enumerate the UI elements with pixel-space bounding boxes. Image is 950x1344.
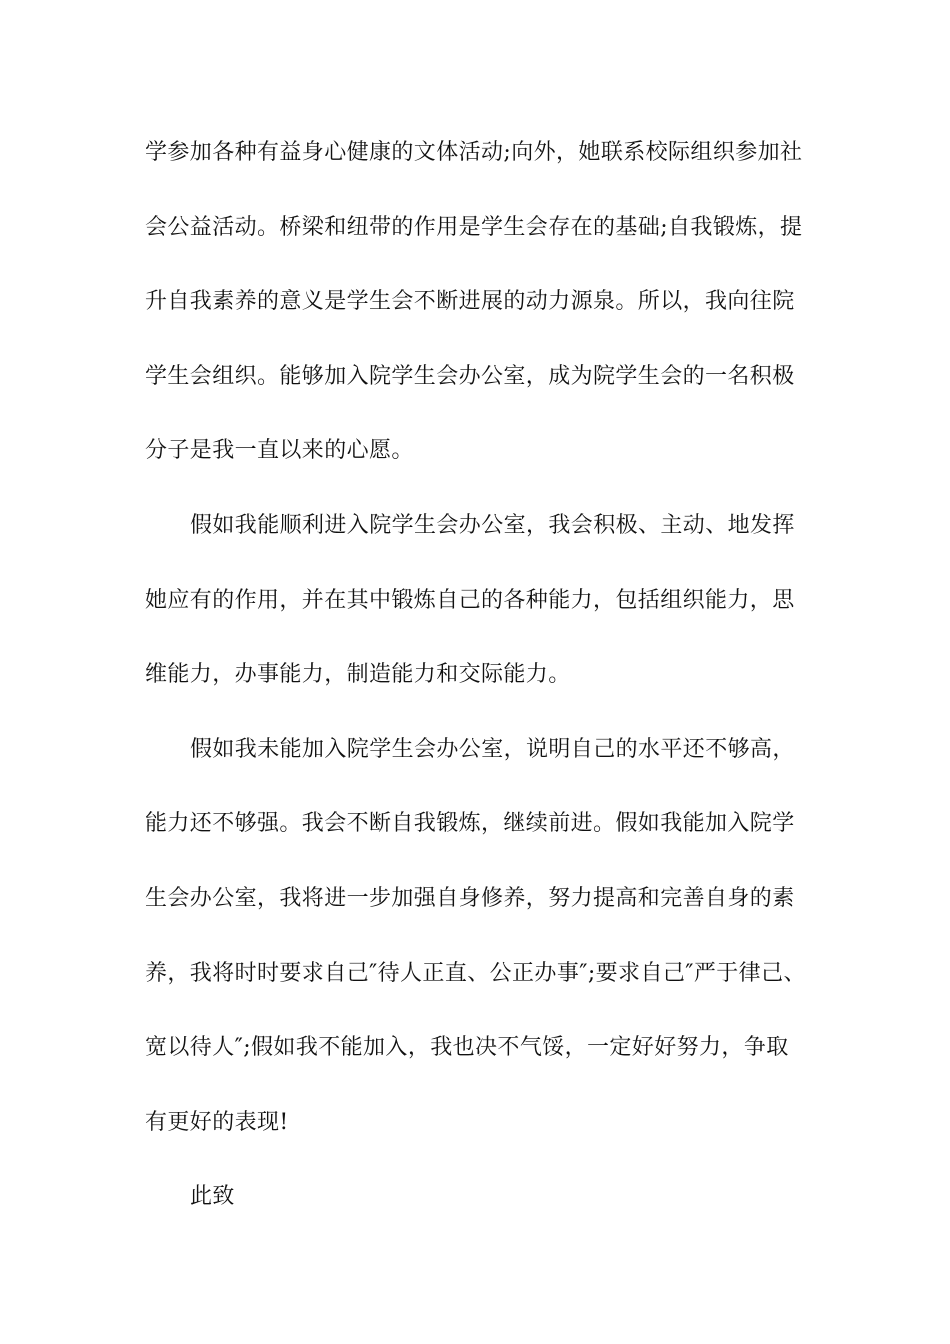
text-line: 养，我将时时要求自己″待人正直、公正办事″;要求自己″严于律己、 xyxy=(145,960,806,986)
text-line: 学生会组织。能够加入院学生会办公室，成为院学生会的一名积极 xyxy=(145,363,795,389)
letter-body xyxy=(145,131,815,1250)
paragraph-start-line: 假如我能顺利进入院学生会办公室，我会积极、主动、地发挥 xyxy=(190,512,795,538)
text-line: 能力还不够强。我会不断自我锻炼，继续前进。假如我能加入院学 xyxy=(145,811,795,837)
text-line: 维能力，办事能力，制造能力和交际能力。 xyxy=(145,662,571,688)
text-line: 会公益活动。桥梁和纽带的作用是学生会存在的基础;自我锻炼，提 xyxy=(145,214,803,240)
text-line: 生会办公室，我将进一步加强自身修养，努力提高和完善自身的素 xyxy=(145,885,795,911)
text-line: 升自我素养的意义是学生会不断进展的动力源泉。所以，我向往院 xyxy=(145,289,795,315)
text-line: 分子是我一直以来的心愿。 xyxy=(145,438,414,464)
closing-salutation: 此致 xyxy=(190,1184,235,1210)
paragraph-start-line: 假如我未能加入院学生会办公室，说明自己的水平还不够高， xyxy=(190,736,795,762)
text-line: 学参加各种有益身心健康的文体活动;向外，她联系校际组织参加社 xyxy=(145,140,803,165)
text-line: 宽以待人″;假如我不能加入，我也决不气馁，一定好好努力，争取 xyxy=(145,1035,789,1061)
text-line: 有更好的表现! xyxy=(145,1109,289,1135)
text-line: 她应有的作用，并在其中锻炼自己的各种能力，包括组织能力，思 xyxy=(145,587,795,613)
